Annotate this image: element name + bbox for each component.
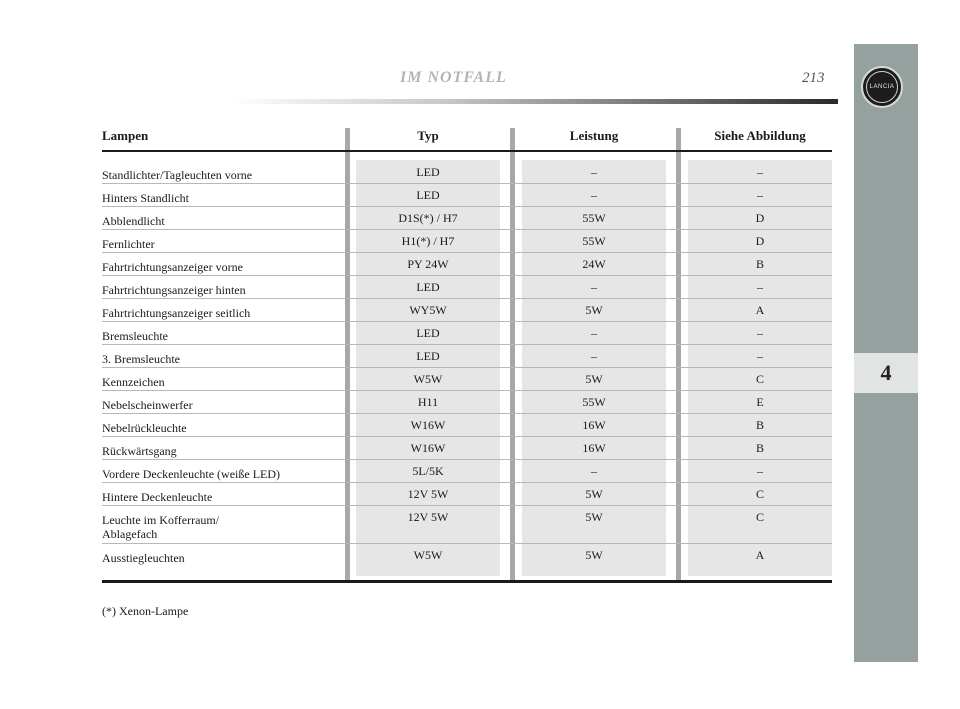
- table-cell-abbildung: –: [757, 280, 763, 294]
- footnote: (*) Xenon-Lampe: [102, 604, 189, 618]
- table-cell-abbildung: –: [757, 188, 763, 202]
- table-cell-leistung: 5W: [585, 548, 603, 562]
- table-cell-abbildung: B: [755, 441, 764, 455]
- table-row-divider: [102, 275, 832, 276]
- table-cell-abbildung: B: [755, 418, 764, 432]
- table-header-rule: [102, 150, 832, 152]
- page-number: 213: [802, 70, 825, 86]
- table-cell-typ: 12V 5W: [407, 487, 449, 501]
- table-cell-lampe: Fahrtrichtungsanzeiger hinten: [102, 283, 246, 297]
- table-cell-typ: W5W: [413, 548, 443, 562]
- table-cell-typ: LED: [416, 280, 440, 294]
- table-cell-leistung: 55W: [582, 211, 606, 225]
- table-row-divider: [102, 367, 832, 368]
- table-cell-typ: H1(*) / H7: [401, 234, 455, 248]
- table-row-divider: [102, 344, 832, 345]
- table-row-divider: [102, 436, 832, 437]
- table-cell-typ: W5W: [413, 372, 443, 386]
- table-cell-abbildung: C: [755, 372, 764, 386]
- table-cell-abbildung: C: [755, 510, 764, 524]
- table-cell-typ: 12V 5W: [407, 510, 449, 524]
- header-abbildung: Siehe Abbildung: [714, 128, 806, 143]
- table-cell-leistung: –: [591, 464, 597, 478]
- table-cell-typ: LED: [416, 326, 440, 340]
- table-cell-typ: LED: [416, 188, 440, 202]
- table-cell-leistung: –: [591, 165, 597, 179]
- table-cell-lampe: Hintere Deckenleuchte: [102, 490, 213, 504]
- table-cell-lampe: Ausstiegleuchten: [102, 551, 185, 565]
- header-lampen: Lampen: [102, 128, 149, 143]
- table-cell-leistung: 55W: [582, 395, 606, 409]
- header-leistung: Leistung: [569, 128, 619, 143]
- table-cell-leistung: 5W: [585, 487, 603, 501]
- section-title: IM NOTFALL: [400, 69, 507, 86]
- table-cell-lampe: Kennzeichen: [102, 375, 165, 389]
- table-row-divider: [102, 459, 832, 460]
- table-cell-leistung: 16W: [582, 418, 606, 432]
- table-cell-abbildung: A: [755, 303, 765, 317]
- table-cell-abbildung: B: [755, 257, 764, 271]
- table-cell-abbildung: E: [756, 395, 764, 409]
- table-cell-abbildung: A: [755, 548, 765, 562]
- table-cell-lampe: Nebelscheinwerfer: [102, 398, 193, 412]
- table-cell-abbildung: –: [757, 326, 763, 340]
- table-cell-lampe: Hinters Standlicht: [102, 191, 189, 205]
- column-separator: [510, 128, 515, 582]
- table-cell-typ: PY 24W: [407, 257, 449, 271]
- table-row-divider: [102, 543, 832, 544]
- table-cell-lampe: Bremsleuchte: [102, 329, 168, 343]
- table-cell-leistung: –: [591, 326, 597, 340]
- table-cell-typ: WY5W: [409, 303, 447, 317]
- table-row-divider: [102, 229, 832, 230]
- header-typ: Typ: [417, 128, 439, 143]
- table-cell-leistung: 5W: [585, 510, 603, 524]
- table-row-divider: [102, 413, 832, 414]
- table-cell-lampe: Nebelrückleuchte: [102, 421, 187, 435]
- table-row-divider: [102, 505, 832, 506]
- table-cell-abbildung: –: [757, 464, 763, 478]
- table-row-divider: [102, 252, 832, 253]
- table-cell-leistung: 5W: [585, 372, 603, 386]
- table-row-divider: [102, 390, 832, 391]
- table-cell-lampe: Fernlichter: [102, 237, 155, 251]
- table-cell-leistung: –: [591, 280, 597, 294]
- table-cell-abbildung: –: [757, 349, 763, 363]
- table-cell-lampe: Leuchte im Kofferraum/ Ablagefach: [102, 513, 220, 541]
- table-cell-leistung: –: [591, 188, 597, 202]
- table-cell-abbildung: D: [755, 211, 765, 225]
- table-cell-leistung: 55W: [582, 234, 606, 248]
- table-cell-typ: LED: [416, 349, 440, 363]
- table-row-divider: [102, 206, 832, 207]
- table-cell-lampe: Standlichter/Tagleuchten vorne: [102, 168, 253, 182]
- lancia-logo-icon: [861, 66, 903, 108]
- table-cell-leistung: 5W: [585, 303, 603, 317]
- table-cell-lampe: 3. Bremsleuchte: [102, 352, 180, 366]
- table-row-divider: [102, 321, 832, 322]
- table-row-divider: [102, 183, 832, 184]
- header-rule: [230, 99, 838, 104]
- table-cell-leistung: 16W: [582, 441, 606, 455]
- table-cell-lampe: Fahrtrichtungsanzeiger vorne: [102, 260, 243, 274]
- table-cell-typ: W16W: [410, 418, 446, 432]
- table-cell-abbildung: D: [755, 234, 765, 248]
- table-cell-lampe: Fahrtrichtungsanzeiger seitlich: [102, 306, 251, 320]
- table-cell-abbildung: C: [755, 487, 764, 501]
- table-cell-typ: W16W: [410, 441, 446, 455]
- table-cell-typ: LED: [416, 165, 440, 179]
- table-cell-lampe: Vordere Deckenleuchte (weiße LED): [102, 467, 281, 481]
- logo-text: LANCIA: [866, 71, 898, 103]
- table-bottom-rule: [102, 580, 832, 583]
- table-cell-typ: H11: [417, 395, 439, 409]
- table-row-divider: [102, 482, 832, 483]
- table-cell-lampe: Abblendlicht: [102, 214, 165, 228]
- table-cell-leistung: –: [591, 349, 597, 363]
- column-separator: [676, 128, 681, 582]
- table-cell-typ: 5L/5K: [412, 464, 444, 478]
- table-cell-abbildung: –: [757, 165, 763, 179]
- table-cell-leistung: 24W: [582, 257, 606, 271]
- column-separator: [345, 128, 350, 582]
- chapter-number: 4: [854, 353, 918, 393]
- table-cell-lampe: Rückwärtsgang: [102, 444, 177, 458]
- table-row-divider: [102, 298, 832, 299]
- table-cell-typ: D1S(*) / H7: [398, 211, 458, 225]
